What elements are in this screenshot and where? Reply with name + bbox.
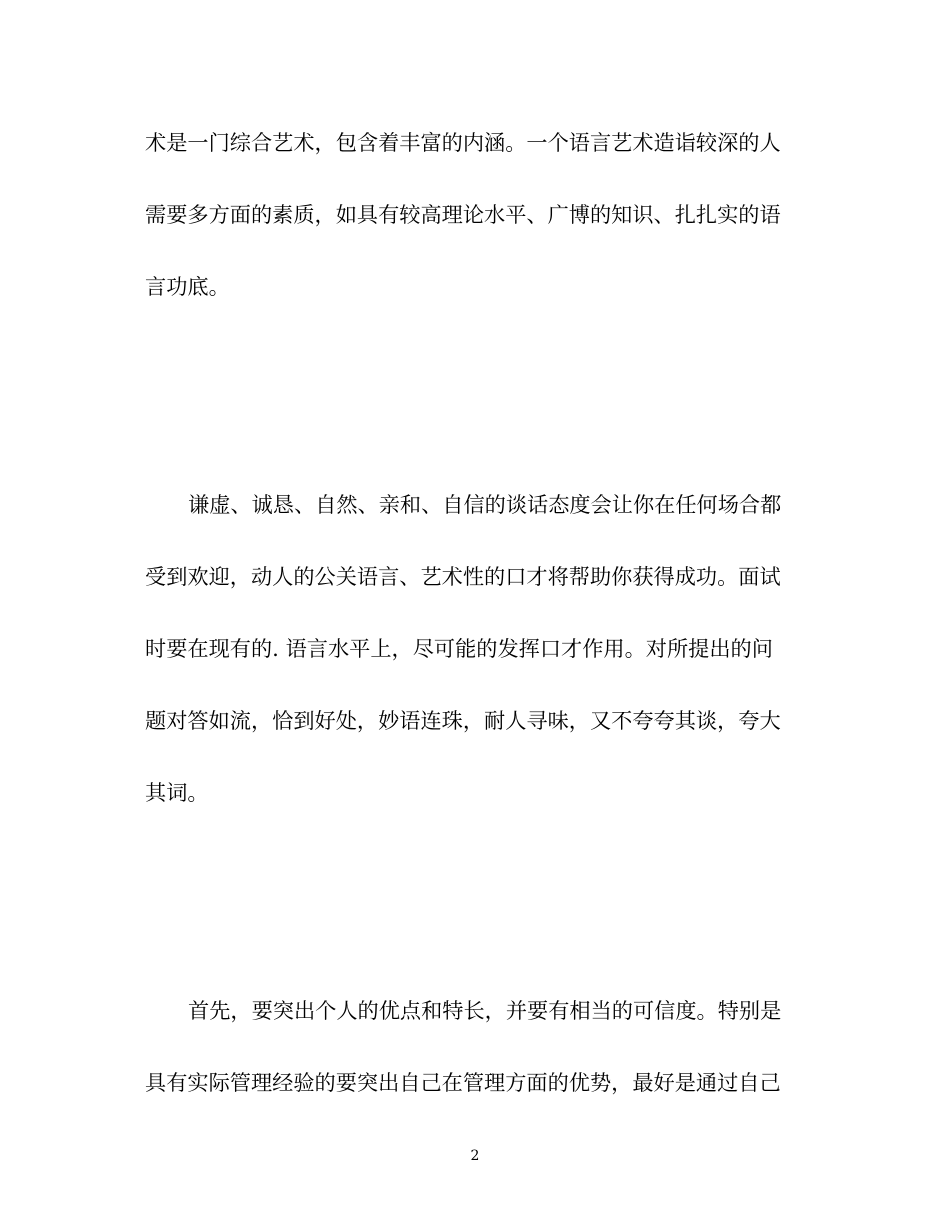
page-number: 2 (470, 1148, 480, 1164)
paragraph-3-line-2: 具有实际管理经验的要突出自己在管理方面的优势，最好是通过自己 (145, 1070, 781, 1095)
paragraph-2-line-5: 其词。 (145, 780, 209, 805)
paragraph-2-line-2: 受到欢迎，动人的公关语言、艺术性的口才将帮助你获得成功。面试 (145, 564, 781, 589)
paragraph-1-line-1: 术是一门综合艺术，包含着丰富的内涵。一个语言艺术造诣较深的人 (145, 130, 781, 155)
paragraph-1-line-2: 需要多方面的素质，如具有较高理论水平、广博的知识、扎扎实的语 (145, 202, 781, 227)
paragraph-2-line-3: 时要在现有的. 语言水平上，尽可能的发挥口才作用。对所提出的问 (145, 636, 773, 661)
paragraph-1-line-3: 言功底。 (145, 274, 230, 299)
paragraph-2-line-4: 题对答如流，恰到好处，妙语连珠，耐人寻味，又不夸夸其谈，夸大 (145, 708, 781, 733)
paragraph-3-line-1: 首先，要突出个人的优点和特长，并要有相当的可信度。特别是 (188, 998, 782, 1023)
paragraph-2-line-1: 谦虚、诚恳、自然、亲和、自信的谈话态度会让你在任何场合都 (188, 492, 782, 517)
